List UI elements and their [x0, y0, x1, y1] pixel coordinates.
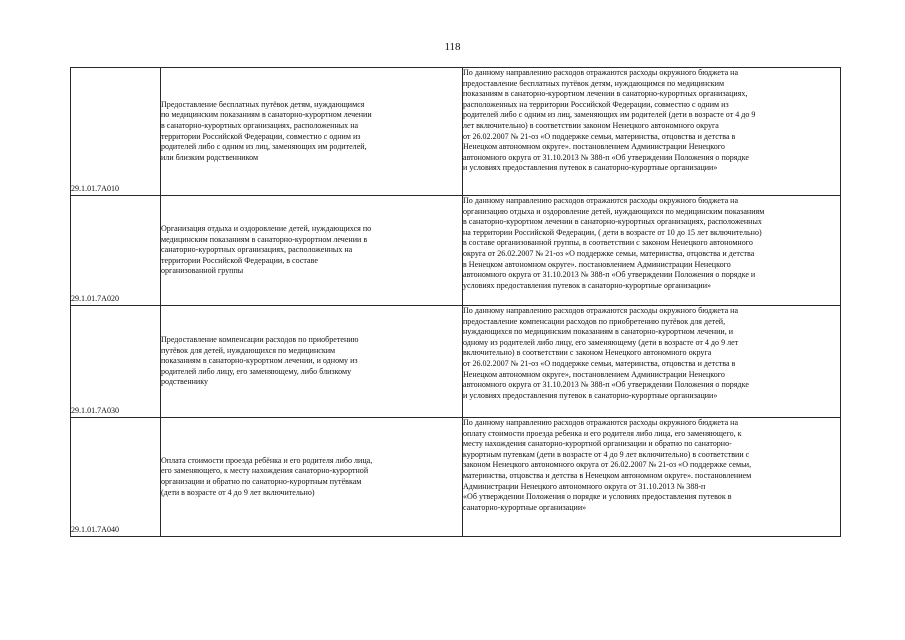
expense-code: 29.1.01.7A010 [71, 68, 161, 196]
text-line: по медицинским показаниям в санаторно-курортном лечении [161, 110, 372, 120]
text-line: Оплата стоимости проезда ребёнка и его родителя либо лица, [161, 455, 373, 465]
expense-description [463, 306, 841, 418]
expense-description [463, 196, 841, 306]
table-row [71, 418, 841, 537]
text-line: Администрации Ненецкого автономного округа от 31.10.2013 № 388-п [463, 481, 706, 491]
expense-name [161, 306, 463, 418]
text-line: территории Российской Федерации, совместно с одним из [161, 131, 361, 141]
text-line: показаниям в санаторно-курортном лечении в санаторно-курортных организациях, [463, 89, 748, 99]
table-row [71, 196, 841, 306]
text-line: родителей либо с одним из лиц, заменяющих им родителей, [161, 142, 367, 152]
text-line: условиях предоставления путевок в санаторно-курортные организации» [463, 280, 712, 290]
text-line: Ненецком автономном округе». постановлением Администрации Ненецкого [463, 142, 725, 152]
text-line: Ненецком автономном округе», постановлением Администрации Ненецкого [463, 369, 725, 379]
text-line: По данному направлению расходов отражаются расходы окружного бюджета на [463, 68, 739, 77]
text-line: «Об утверждении Положения о порядке и условиях предоставления путевок в [463, 492, 732, 502]
expense-name [161, 196, 463, 306]
expense-code: 29.1.01.7A020 [71, 196, 161, 306]
text-line: По данному направлению расходов отражаются расходы окружного бюджета на [463, 306, 739, 315]
text-line: материнства, отцовства и детства в Ненецком автономном округе». постановлением [463, 470, 752, 480]
text-line: организации и обратно по санаторно-курортным путёвкам [161, 477, 362, 486]
expense-code: 29.1.01.7A040 [71, 418, 161, 537]
text-line: от 26.02.2007 № 21-оз «О поддержке семьи, материнства, отцовства и детства в [463, 358, 736, 368]
text-line: Предоставление бесплатных путёвок детям, нуждающимся [161, 99, 365, 109]
text-line: от 26.02.2007 № 21-оз «О поддержке семьи, материнства, отцовства и детства в [463, 131, 736, 141]
text-line: путёвок для детей, нуждающихся по медицинским [161, 345, 336, 355]
text-line: родителей либо лицу, его заменяющему, либо близкому [161, 366, 352, 376]
text-line: территории Российской Федерации, в составе [161, 255, 318, 265]
text-line: родственнику [161, 377, 209, 387]
text-line: его заменяющего, к месту нахождения санаторно-курортной [161, 466, 369, 476]
text-line: Организация отдыха и оздоровление детей, нуждающихся по [161, 224, 372, 234]
text-line: курортным путевкам (дети в возрасте от 4 до 9 лет включительно) в соответствии с [463, 449, 750, 459]
expense-description [463, 68, 841, 196]
text-line: включительно) в соответствии с законом Ненецкого автономного округа [463, 348, 712, 358]
text-line: автономного округа от 31.10.2013 № 388-п «Об утверждении Положения о порядке [463, 380, 749, 390]
text-line: родителей либо с одним из лиц, заменяющих им родителей (дети в возрасте от 4 до 9 [463, 110, 756, 120]
text-line: Предоставление компенсации расходов по приобретению [161, 335, 359, 345]
text-line: округа от 26.02.2007 № 21-оз «О поддержке семьи, материнства, отцовства и детства [463, 248, 755, 258]
expense-code: 29.1.01.7A030 [71, 306, 161, 418]
text-line: показаниям в санаторно-курортном лечении, и одному из [161, 356, 358, 366]
text-line: нуждающихся по медицинским показаниям в санаторно-курортном лечении, и [463, 327, 734, 337]
text-line: предоставление бесплатных путёвок детям, нуждающимся по медицинским [463, 78, 725, 88]
text-line: (дети в возрасте от 4 до 9 лет включительно) [161, 487, 315, 497]
text-line: предоставление компенсации расходов по приобретению путёвок для детей, [463, 316, 726, 326]
expense-name [161, 68, 463, 196]
text-line: автономного округа от 31.10.2013 № 388-п «Об утверждении Положения о порядке [463, 152, 749, 162]
text-line: По данному направлению расходов отражаются расходы окружного бюджета на [463, 418, 739, 427]
text-line: или близким родственником [161, 152, 259, 162]
text-line: лет включительно) в соответствии законом Ненецкого автономного округа [463, 120, 719, 130]
text-line: санаторно-курортных организациях, расположенных на [161, 245, 353, 255]
text-line: и условиях предоставления путевок в санаторно-курортные организации» [463, 390, 718, 400]
text-line: на территории Российской Федерации, ( дети в возрасте от 10 до 15 лет включительно) [463, 227, 762, 237]
text-line: организацию отдыха и оздоровление детей, нуждающихся по медицинским показаниям [463, 206, 765, 216]
text-line: организованной группы [161, 266, 244, 276]
text-line: оплату стоимости проезда ребенка и его родителя либо лица, его заменяющего, к [463, 428, 742, 438]
text-line: и условиях предоставления путевок в санаторно-курортные организации» [463, 163, 718, 173]
expense-name [161, 418, 463, 537]
text-line: автономного округа от 31.10.2013 № 388-п «Об утверждении Положения о порядке и [463, 270, 756, 280]
table-row [71, 68, 841, 196]
page-number: 118 [444, 41, 461, 53]
text-line: в санаторно-курортных организациях, расположенных на [161, 120, 359, 130]
text-line: медицинским показаниям в санаторно-курортном лечении в [161, 234, 368, 244]
text-line: законом Ненецкого автономного округа от 26.02.2007 № 21-оз «О поддержке семьи, [463, 460, 752, 470]
text-line: одному из родителей либо лицу, его заменяющему (дети в возрасте от 4 до 9 лет [463, 337, 739, 347]
text-line: По данному направлению расходов отражаются расходы окружного бюджета на [463, 196, 739, 205]
text-line: санаторно-курортные организации» [463, 502, 587, 512]
expense-description [463, 418, 841, 537]
table-row [71, 306, 841, 418]
text-line: в составе организованной группы, в соответствии с законом Ненецкого автономного [463, 238, 753, 248]
text-line: в санаторно-курортном лечении в санаторно-курортных организациях, расположенных [463, 217, 762, 227]
text-line: расположенных на территории Российской Федерации, совместно с одним из [463, 99, 729, 109]
text-line: месту нахождения санаторно-курортной организации и обратно по санаторно- [463, 439, 732, 449]
text-line: в Ненецком автономном округе». постановлением Администрации Ненецкого [463, 259, 731, 269]
budget-classification-table [70, 67, 841, 537]
